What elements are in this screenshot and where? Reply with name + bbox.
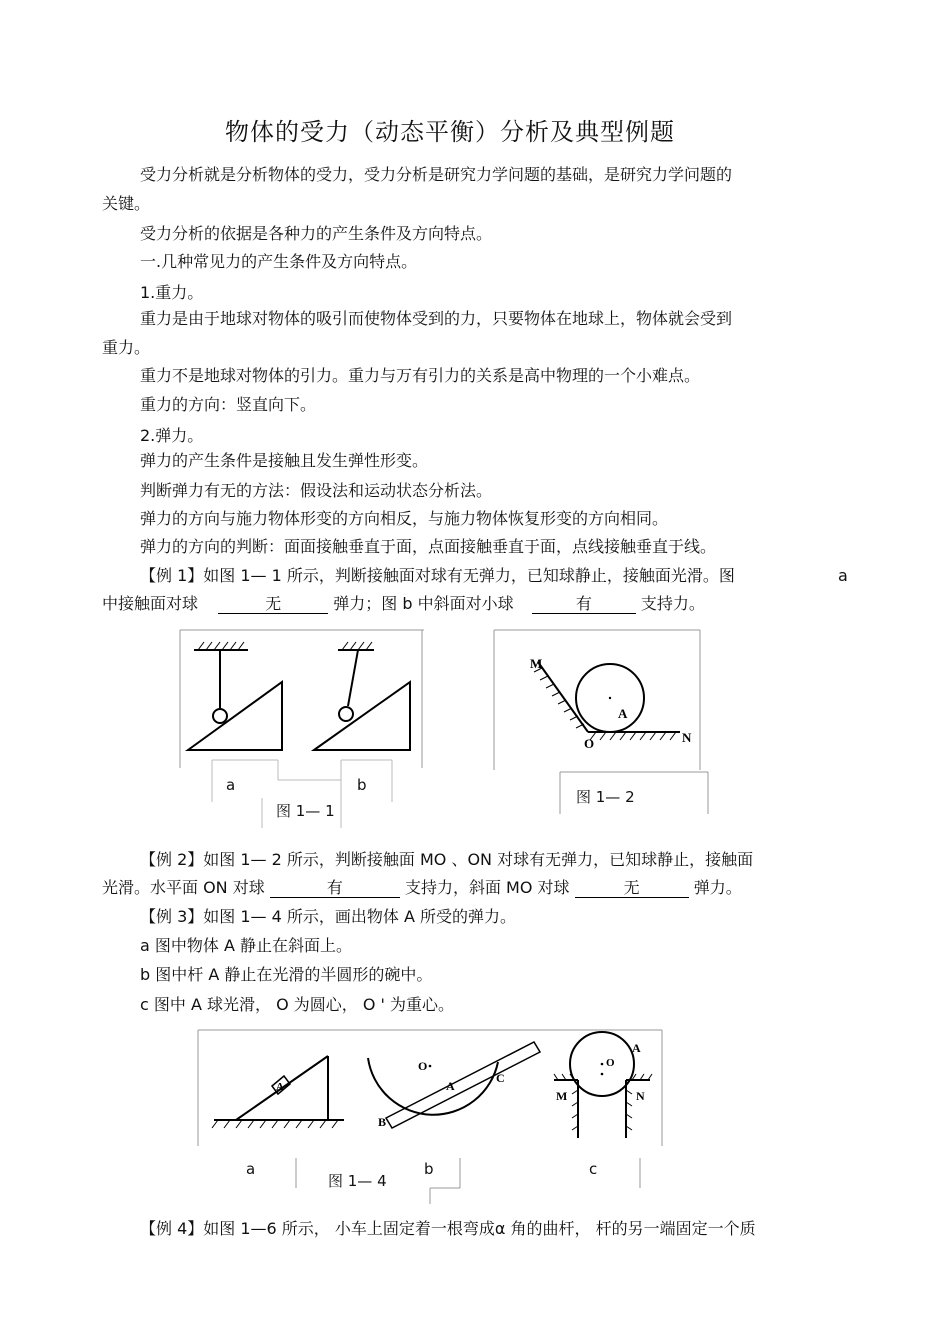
figure-1-1-label-a: a <box>226 776 236 794</box>
figure-1-4c-label-m: M <box>556 1089 568 1103</box>
figure-1-4-label-b: b <box>424 1160 434 1178</box>
example-3-line-1: 【例 3】如图 1— 4 所示，画出物体 A 所受的弹力。 <box>140 907 517 926</box>
figure-1-1b-drawing <box>314 642 410 750</box>
figure-1-2-label-n: N <box>682 730 692 745</box>
figure-1-4b-label-c: C <box>496 1071 505 1085</box>
figure-1-4c-label-o: O <box>606 1057 615 1069</box>
figure-1-4a-label-a: A <box>276 1081 284 1093</box>
figure-1-4-label-c: c <box>589 1160 598 1178</box>
example-2-line-2 <box>102 877 742 899</box>
page-title: 物体的受力（动态平衡）分析及典型例题 <box>225 118 675 146</box>
figure-1-1-caption: 图 1— 1 <box>276 802 335 820</box>
example-1-text-mid: 弹力；图 b 中斜面对小球 <box>333 594 514 613</box>
figure-1-4c-label-a: A <box>632 1041 641 1055</box>
figure-1-4-caption: 图 1— 4 <box>328 1172 387 1190</box>
example-1-line-1: 【例 1】如图 1— 1 所示，判断接触面对球有无弹力，已知球静止，接触面光滑。图 <box>140 566 735 585</box>
section-heading-1: 一.几种常见力的产生条件及方向特点。 <box>140 252 418 271</box>
gravity-paragraph-2: 重力不是地球对物体的引力。重力与万有引力的关系是高中物理的一个小难点。 <box>140 366 701 385</box>
gravity-paragraph-1: 重力是由于地球对物体的吸引而使物体受到的力，只要物体在地球上，物体就会受到 <box>140 309 733 328</box>
figure-1-4c-label-n: N <box>636 1089 645 1103</box>
elastic-paragraph-1: 弹力的产生条件是接触且发生弹性形变。 <box>140 451 429 470</box>
figure-1-2-label-o: O <box>584 736 595 751</box>
example-1-line-1-end: a <box>838 566 848 585</box>
example-2-text-pre: 光滑。水平面 ON 对球 <box>102 878 265 897</box>
intro-paragraph-1: 受力分析就是分析物体的受力，受力分析是研究力学问题的基础，是研究力学问题的 <box>140 165 733 184</box>
elastic-heading: 2.弹力。 <box>140 426 204 445</box>
figure-1-4b-label-b: B <box>378 1115 387 1129</box>
example-1-text-post: 支持力。 <box>640 594 705 613</box>
example-1-text-pre: 中接触面对球 <box>102 594 199 613</box>
figure-1-4b-label-o: O <box>418 1059 428 1073</box>
gravity-heading: 1.重力。 <box>140 283 204 302</box>
figure-1-1-label-b: b <box>357 776 367 794</box>
gravity-paragraph-1-cont: 重力。 <box>102 338 151 357</box>
example-1-answer-blank-1: 无 <box>218 595 328 614</box>
example-1-line-2 <box>102 593 705 615</box>
elastic-paragraph-4: 弹力的方向的判断：面面接触垂直于面，点面接触垂直于面，点线接触垂直于线。 <box>140 537 717 556</box>
intro-paragraph-2: 受力分析的依据是各种力的产生条件及方向特点。 <box>140 224 493 243</box>
elastic-paragraph-2: 判断弹力有无的方法：假设法和运动状态分析法。 <box>140 481 493 500</box>
figure-1-4-label-a: a <box>246 1160 256 1178</box>
elastic-paragraph-3: 弹力的方向与施力物体形变的方向相反，与施力物体恢复形变的方向相同。 <box>140 509 669 528</box>
figure-1-2-caption: 图 1— 2 <box>576 788 635 806</box>
example-2-answer-blank-1: 有 <box>270 879 400 898</box>
gravity-paragraph-3: 重力的方向：竖直向下。 <box>140 395 317 414</box>
figure-1-4b-label-a: A <box>446 1079 455 1093</box>
figure-1-1a-drawing <box>188 642 282 750</box>
example-3-item-b: b 图中杆 A 静止在光滑的半圆形的碗中。 <box>140 965 433 984</box>
example-2-text-post: 弹力。 <box>693 878 742 897</box>
example-2-text-mid: 支持力，斜面 MO 对球 <box>404 878 570 897</box>
example-3-item-c: c 图中 A 球光滑， O 为圆心， O ' 为重心。 <box>140 995 455 1014</box>
figure-1-2-drawing <box>538 662 680 732</box>
intro-paragraph-1-cont: 关键。 <box>102 194 151 213</box>
figure-1-2-label-m: M <box>530 656 543 671</box>
example-4-line-1: 【例 4】如图 1—6 所示， 小车上固定着一根弯成α 角的曲杆， 杆的另一端固定一个质 <box>140 1219 756 1238</box>
figure-1-1 <box>178 628 428 828</box>
example-2-line-1: 【例 2】如图 1— 2 所示，判断接触面 MO 、ON 对球有无弹力，已知球静止，接触面 <box>140 850 754 869</box>
example-3-item-a: a 图中物体 A 静止在斜面上。 <box>140 936 353 955</box>
figure-1-2-label-a: A <box>618 706 628 721</box>
example-2-answer-blank-2: 无 <box>575 879 689 898</box>
example-1-answer-blank-2: 有 <box>532 595 636 614</box>
